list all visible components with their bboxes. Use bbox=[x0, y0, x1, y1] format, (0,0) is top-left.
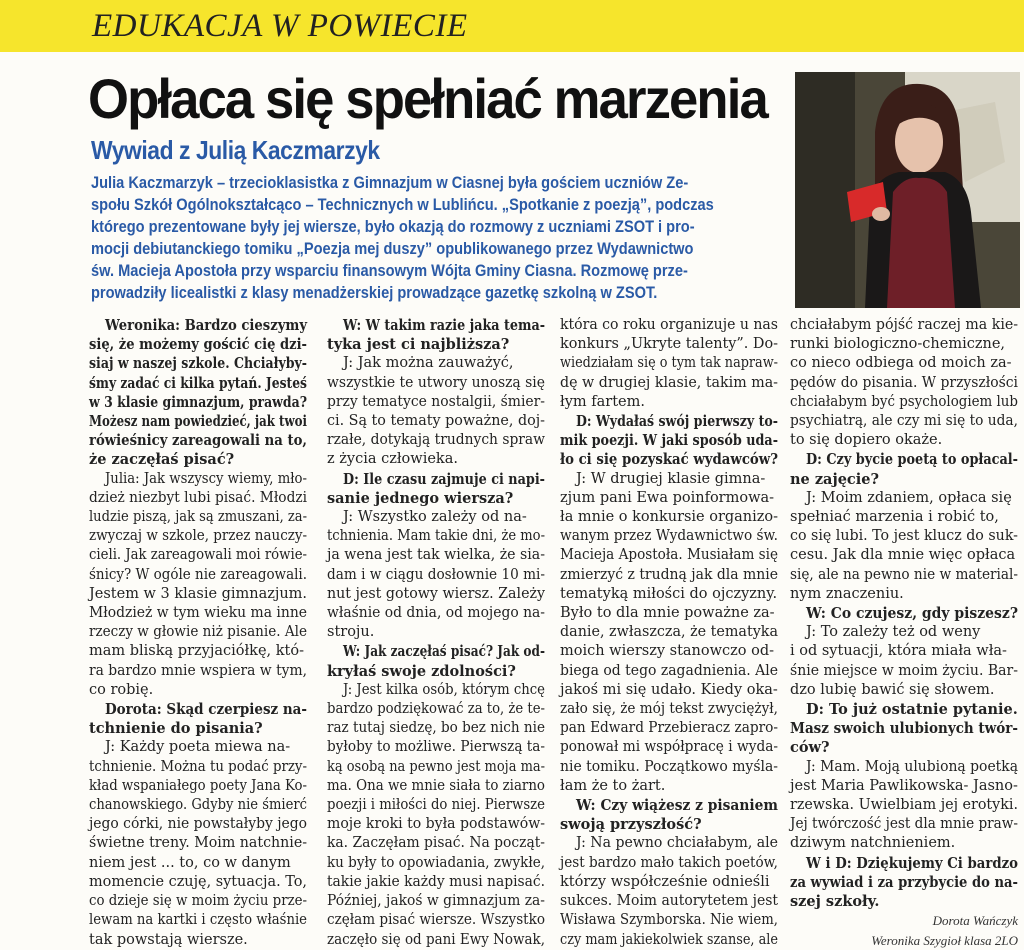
answer-line: momencie czuję, sytuacja. To, bbox=[89, 873, 307, 890]
answer-line: rzewska. Uwielbiam jej erotyki. bbox=[790, 797, 1018, 814]
answer-line: Wisława Szymborska. Nie wiem, bbox=[560, 912, 778, 929]
answer-line: zało się, że mój tekst zwyciężył, bbox=[560, 701, 778, 718]
question-line: ło ci się pozyskać wydawców? bbox=[560, 451, 778, 469]
answer-line: moich wierszy stanowczo od- bbox=[560, 643, 775, 660]
answer-line: Macieja Apostoła. Musiałam się bbox=[560, 547, 778, 564]
answer-line: właśnie od dnia, od mojego na- bbox=[327, 605, 545, 622]
answer-line: stroju. bbox=[327, 624, 375, 641]
answer-line: dziwym natchnieniem. bbox=[790, 835, 956, 852]
answer-line: śnicy? W ogóle nie zareagowali. bbox=[89, 566, 307, 583]
answer-line: ludzie piszą, jak są zmuszani, za- bbox=[89, 509, 307, 526]
question-line: kryłaś swoje zdolności? bbox=[327, 662, 516, 680]
article-subtitle: Wywiad z Julią Kaczmarzyk bbox=[91, 135, 380, 165]
text-column bbox=[327, 316, 545, 950]
answer-line: zjum pani Ewa poinformowa- bbox=[560, 489, 775, 506]
text-column bbox=[89, 316, 307, 950]
question-line: Możesz nam powiedzieć, jak twoi bbox=[89, 413, 307, 431]
answer-line: mam bliską przyjaciółkę, któ- bbox=[89, 643, 304, 660]
answer-line: się, ale na pewno nie w material- bbox=[790, 566, 1018, 583]
answer-line: J: To zależy też od weny bbox=[806, 624, 981, 641]
question-line: D: Ile czasu zajmuje ci napi- bbox=[343, 470, 545, 488]
answer-line: to się dopiero okaże. bbox=[790, 432, 943, 449]
answer-line: ra bardzo mnie wspiera w tym, bbox=[89, 662, 307, 679]
answer-line: J: Jest kilka osób, którym chcę bbox=[343, 681, 545, 698]
lead-line: prowadziły licealistki z klasy menadżerskiej prowadzące gazetkę szkolną w ZSOT. bbox=[91, 283, 658, 302]
answer-line: tchnienia. Mam takie dni, że mo- bbox=[327, 528, 545, 545]
answer-line: rzeczy w głowie niż pisanie. Ale bbox=[89, 624, 307, 641]
answer-line: cieli. Jak zareagowali moi rówie- bbox=[89, 547, 307, 564]
question-line: D: To już ostatnie pytanie. bbox=[806, 701, 1018, 719]
answer-line: łam że to żart. bbox=[560, 777, 666, 794]
question-line: Weronika: Bardzo cieszymy bbox=[105, 317, 307, 334]
answer-line: zwyczaj w szkole, przez nauczy- bbox=[89, 528, 307, 545]
text-column bbox=[790, 316, 1018, 950]
question-line: W: Co czujesz, gdy piszesz? bbox=[806, 605, 1018, 623]
answer-line: ma. Ona we mnie siała to ziarno bbox=[327, 777, 545, 794]
article-title: Opłaca się spełniać marzenia bbox=[88, 67, 767, 130]
answer-line: Młodzież w tym wieku ma inne bbox=[89, 605, 307, 622]
lead-line: Julia Kaczmarzyk – trzecioklasistka z Gimnazjum w Ciasnej była gościem uczniów Ze- bbox=[91, 173, 689, 192]
answer-line: moje kroki to była podstawów- bbox=[327, 816, 545, 833]
answer-line: Było to dla mnie poważne za- bbox=[560, 605, 775, 622]
answer-line: tematyką miłości do ojczyzny. bbox=[560, 585, 778, 602]
lead-line: św. Macieja Apostoła przy wsparciu finansowym Wójta Gminy Ciasna. Rozmowę prze- bbox=[91, 261, 688, 280]
question-line: że zaczęłaś pisać? bbox=[89, 451, 235, 469]
lead-line: społu Szkół Ogólnokształcąco – Technicznych w Lublińcu. „Spotkanie z poezją”, podczas bbox=[91, 195, 714, 214]
question-line: W i D: Dziękujemy Ci bardzo bbox=[806, 854, 1018, 872]
answer-line: co się lubi. To jest klucz do suk- bbox=[790, 528, 1018, 545]
answer-line: i od sytuacji, która miała wła- bbox=[790, 643, 1007, 660]
answer-line: runki biologiczno-chemiczne, bbox=[790, 336, 1006, 353]
answer-line: która co roku organizuje u nas bbox=[560, 317, 778, 333]
answer-line: ponował mi współpracę i wyda- bbox=[560, 739, 778, 756]
question-line: siaj w naszej szkole. Chciałyby- bbox=[89, 355, 307, 373]
answer-line: dzo lubię bawić się słowem. bbox=[790, 681, 995, 698]
answer-line: kład wspaniałego poety Jana Ko- bbox=[89, 777, 307, 794]
question-line: W: Jak zaczęłaś pisać? Jak od- bbox=[343, 643, 545, 661]
lead-line: którego prezentowane były jej wiersze, było okazją do rozmowy z uczniami ZSOT i pro- bbox=[91, 217, 695, 236]
answer-line: co nieco odbiega od moich za- bbox=[790, 355, 1012, 372]
answer-line: psychiatrą, ale czy mi się to uda, bbox=[790, 413, 1018, 430]
author-signature: Weronika Szygioł klasa 2LO bbox=[871, 932, 1018, 948]
answer-line: bardzo podziękować za to, że te- bbox=[327, 701, 545, 718]
answer-line: przy tematyce nostalgii, śmier- bbox=[327, 393, 545, 410]
answer-line: jego córki, nie powstałyby jego bbox=[89, 816, 307, 833]
answer-line: J: Moim zdaniem, opłaca się bbox=[806, 489, 1012, 506]
answer-line: Jestem w 3 klasie gimnazjum. bbox=[89, 585, 307, 602]
question-line: szej szkoły. bbox=[790, 893, 880, 911]
answer-line: spełniać marzenia i robić to, bbox=[790, 509, 999, 526]
answer-line: J: Jak można zauważyć, bbox=[343, 355, 514, 372]
answer-line: lewam na kartki i często właśnie bbox=[89, 912, 307, 929]
answer-line: wszystkie te utwory unoszą się bbox=[327, 374, 545, 391]
answer-line: wanym przez Wydawnictwo św. bbox=[560, 528, 778, 545]
lead-paragraph bbox=[91, 172, 781, 304]
answer-line: cesu. Jak dla mnie więc opłaca bbox=[790, 547, 1016, 564]
answer-line: sukces. Moim autorytetem jest bbox=[560, 893, 778, 910]
answer-line: jakoś mi się udało. Kiedy oka- bbox=[560, 681, 778, 698]
answer-line: śnie miejsce w moim życiu. Bar- bbox=[790, 662, 1018, 679]
question-line: Masz swoich ulubionych twór- bbox=[790, 720, 1018, 738]
answer-line: czy mam jakiekolwiek szanse, ale bbox=[560, 931, 778, 948]
answer-line: zmierzyć z trudną jak dla mnie bbox=[560, 566, 778, 583]
answer-line: którzy współcześnie odnieśli bbox=[560, 873, 770, 890]
answer-line: ci. Są to tematy poważne, doj- bbox=[327, 413, 545, 430]
answer-line: jest Maria Pawlikowska- Jasno- bbox=[790, 777, 1018, 794]
question-line: D: Wydałaś swój pierwszy to- bbox=[576, 413, 778, 431]
answer-line: z życia człowieka. bbox=[327, 451, 458, 468]
answer-line: Jej twórczość jest dla mnie praw- bbox=[790, 816, 1018, 833]
answer-line: niem jest ... to, co w danym bbox=[89, 854, 291, 871]
answer-line: Później, jakoś w gimnazjum za- bbox=[327, 893, 545, 910]
answer-line: ka. Zaczęłam pisać. Na począt- bbox=[327, 835, 545, 852]
answer-line: ła mnie o konkursie organizo- bbox=[560, 509, 778, 526]
answer-line: co dzieje się w moim życiu prze- bbox=[89, 893, 307, 910]
answer-line: tak powstają wiersze. bbox=[89, 931, 248, 948]
answer-line: zaczęło się od pani Ewy Nowak, bbox=[327, 931, 545, 948]
answer-line: nut jest gotowy wiersz. Zależy bbox=[327, 585, 545, 602]
answer-line: konkurs „Ukryte talenty”. Do- bbox=[560, 336, 778, 353]
answer-line: byłoby to możliwe. Pierwszą ta- bbox=[327, 739, 545, 756]
question-line: śmy zadać ci kilka pytań. Jesteś bbox=[89, 374, 307, 392]
answer-line: dam i w ciągu dosłownie 10 mi- bbox=[327, 566, 545, 583]
question-line: ców? bbox=[790, 739, 830, 757]
answer-line: J: Na pewno chciałabym, ale bbox=[576, 835, 778, 852]
answer-line: Julia: Jak wszyscy wiemy, mło- bbox=[105, 470, 307, 487]
answer-line: rzałe, dotykają trudnych spraw bbox=[327, 432, 545, 449]
question-line: Dorota: Skąd czerpiesz na- bbox=[105, 701, 307, 719]
answer-line: chciałabym być psychologiem lub bbox=[790, 393, 1018, 410]
text-column bbox=[560, 316, 778, 950]
question-line: ne zajęcie? bbox=[790, 470, 879, 488]
answer-line: poezji i miłości do niej. Pierwsze bbox=[327, 797, 545, 814]
question-line: D: Czy bycie poetą to opłacal- bbox=[806, 451, 1018, 469]
question-line: mik poezji. W jaki sposób uda- bbox=[560, 432, 778, 450]
answer-line: świetne treny. Moim natchnie- bbox=[89, 835, 307, 852]
answer-line: raz tutaj siedzę, bo bez nich nie bbox=[327, 720, 545, 737]
lead-line: mocji debiutanckiego tomiku „Poezja mej duszy” opublikowanego przez Wydawnictwo bbox=[91, 239, 694, 258]
answer-line: ku były to opowiadania, zwykłe, bbox=[327, 854, 545, 871]
answer-line: jest bardzo mało takich poetów, bbox=[560, 854, 778, 871]
answer-line: ja wena jest tak wielka, że sia- bbox=[327, 547, 545, 564]
answer-line: chanowskiego. Gdyby nie śmierć bbox=[89, 797, 307, 814]
answer-line: danie, zwłaszcza, że tematyka bbox=[560, 624, 778, 641]
answer-line: J: W drugiej klasie gimna- bbox=[576, 470, 766, 487]
answer-line: wiedziałam się o tym tak napraw- bbox=[560, 355, 778, 372]
question-line: w 3 klasie gimnazjum, prawda? bbox=[89, 393, 307, 411]
question-line: się, że możemy gościć cię dzi- bbox=[89, 336, 307, 354]
question-line: W: Czy wiążesz z pisaniem bbox=[576, 797, 778, 815]
answer-line: J: Każdy poeta miewa na- bbox=[105, 739, 291, 756]
answer-line: takie jakie każdy musi napisać. bbox=[327, 873, 545, 890]
author-signature: Dorota Wańczyk bbox=[932, 913, 1018, 929]
question-line: swoją przyszłość? bbox=[560, 816, 702, 834]
answer-line: tchnienie. Można tu podać przy- bbox=[89, 758, 307, 775]
answer-line: pędów do pisania. W przyszłości bbox=[790, 374, 1018, 391]
answer-line: częłam pisać wiersze. Wszystko bbox=[327, 912, 545, 929]
answer-line: chciałabym pójść raczej ma kie- bbox=[790, 317, 1018, 333]
portrait-photo-image bbox=[795, 72, 1020, 308]
answer-line: ką osobą na pewno jest moja ma- bbox=[327, 758, 545, 775]
answer-line: J: Mam. Moją ulubioną poetką bbox=[806, 758, 1018, 775]
question-line: rówieśnicy zareagowali na to, bbox=[89, 432, 307, 450]
question-line: tyka jest ci najbliższa? bbox=[327, 336, 510, 354]
question-line: sanie jednego wiersza? bbox=[327, 489, 514, 507]
answer-line: pan Edward Przebieracz zapro- bbox=[560, 720, 778, 737]
answer-line: nym znaczeniu. bbox=[790, 585, 904, 602]
question-line: W: W takim razie jaka tema- bbox=[343, 317, 545, 334]
answer-line: biega od tego zagadnienia. Ale bbox=[560, 662, 778, 679]
answer-line: łym fartem. bbox=[560, 393, 645, 410]
answer-line: dę w drugiej klasie, takim ma- bbox=[560, 374, 778, 391]
answer-line: J: Wszystko zależy od na- bbox=[343, 509, 527, 526]
question-line: za wywiad i za przybycie do na- bbox=[790, 873, 1018, 891]
section-label: EDUKACJA W POWIECIE bbox=[92, 8, 468, 44]
answer-line: co robię. bbox=[89, 681, 154, 698]
answer-line: dzież niezbyt lubi pisać. Młodzi bbox=[89, 489, 307, 506]
portrait-photo bbox=[795, 72, 1020, 308]
answer-line: nie tomiku. Początkowo myśla- bbox=[560, 758, 778, 775]
question-line: tchnienie do pisania? bbox=[89, 720, 263, 738]
